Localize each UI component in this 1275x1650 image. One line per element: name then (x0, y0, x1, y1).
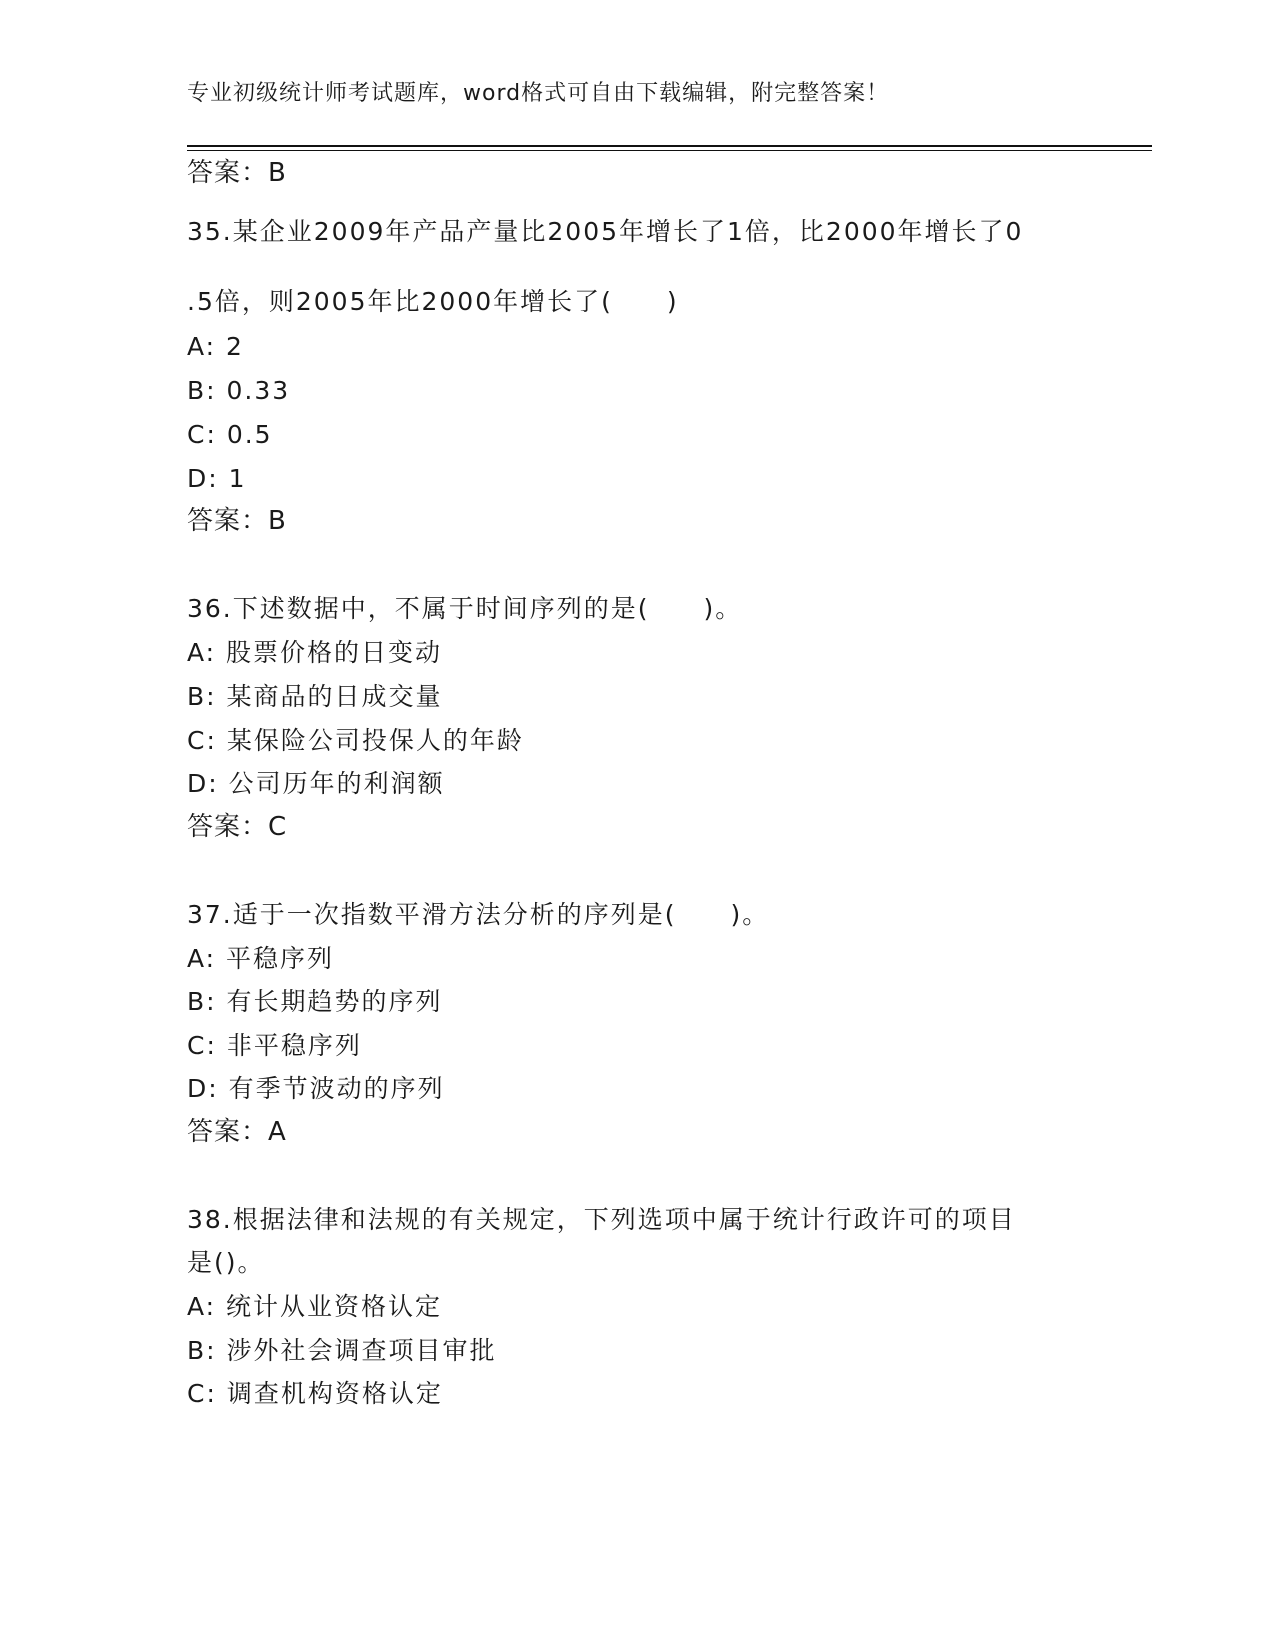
question-35-stem-line-1: 35.某企业2009年产品产量比2005年增长了1倍，比2000年增长了0 (187, 217, 1024, 246)
question-35-answer: 答案：B (187, 506, 287, 536)
question-37-answer: 答案：A (187, 1117, 287, 1147)
question-35-option-b: B: 0.33 (187, 376, 291, 405)
question-35-option-a: A: 2 (187, 332, 244, 361)
question-35-option-d: D: 1 (187, 464, 247, 493)
question-36-option-a: A: 股票价格的日变动 (187, 638, 443, 667)
question-38-stem-line-1: 38.根据法律和法规的有关规定，下列选项中属于统计行政许可的项目 (187, 1205, 1016, 1234)
question-37-option-d: D: 有季节波动的序列 (187, 1074, 445, 1103)
question-38-option-a: A: 统计从业资格认定 (187, 1292, 443, 1321)
header-divider (187, 145, 1152, 151)
question-36-stem-line-1: 36.下述数据中，不属于时间序列的是( )。 (187, 594, 743, 623)
question-38-option-c: C: 调查机构资格认定 (187, 1379, 443, 1408)
previous-answer: 答案：B (187, 158, 287, 188)
page-header: 专业初级统计师考试题库，word格式可自由下载编辑，附完整答案！ (187, 81, 890, 106)
question-35-option-c: C: 0.5 (187, 420, 273, 449)
question-36-option-c: C: 某保险公司投保人的年龄 (187, 726, 524, 755)
question-36-answer: 答案：C (187, 812, 288, 842)
question-37-option-c: C: 非平稳序列 (187, 1031, 362, 1060)
question-37-option-b: B: 有长期趋势的序列 (187, 987, 443, 1016)
question-35-stem-line-2: .5倍，则2005年比2000年增长了( ) (187, 287, 679, 316)
question-36-option-d: D: 公司历年的利润额 (187, 769, 445, 798)
question-38-stem-line-2: 是()。 (187, 1248, 265, 1277)
question-38-option-b: B: 涉外社会调查项目审批 (187, 1336, 497, 1365)
question-36-option-b: B: 某商品的日成交量 (187, 682, 443, 711)
question-37-option-a: A: 平稳序列 (187, 944, 335, 973)
question-37-stem-line-1: 37.适于一次指数平滑方法分析的序列是( )。 (187, 900, 770, 929)
